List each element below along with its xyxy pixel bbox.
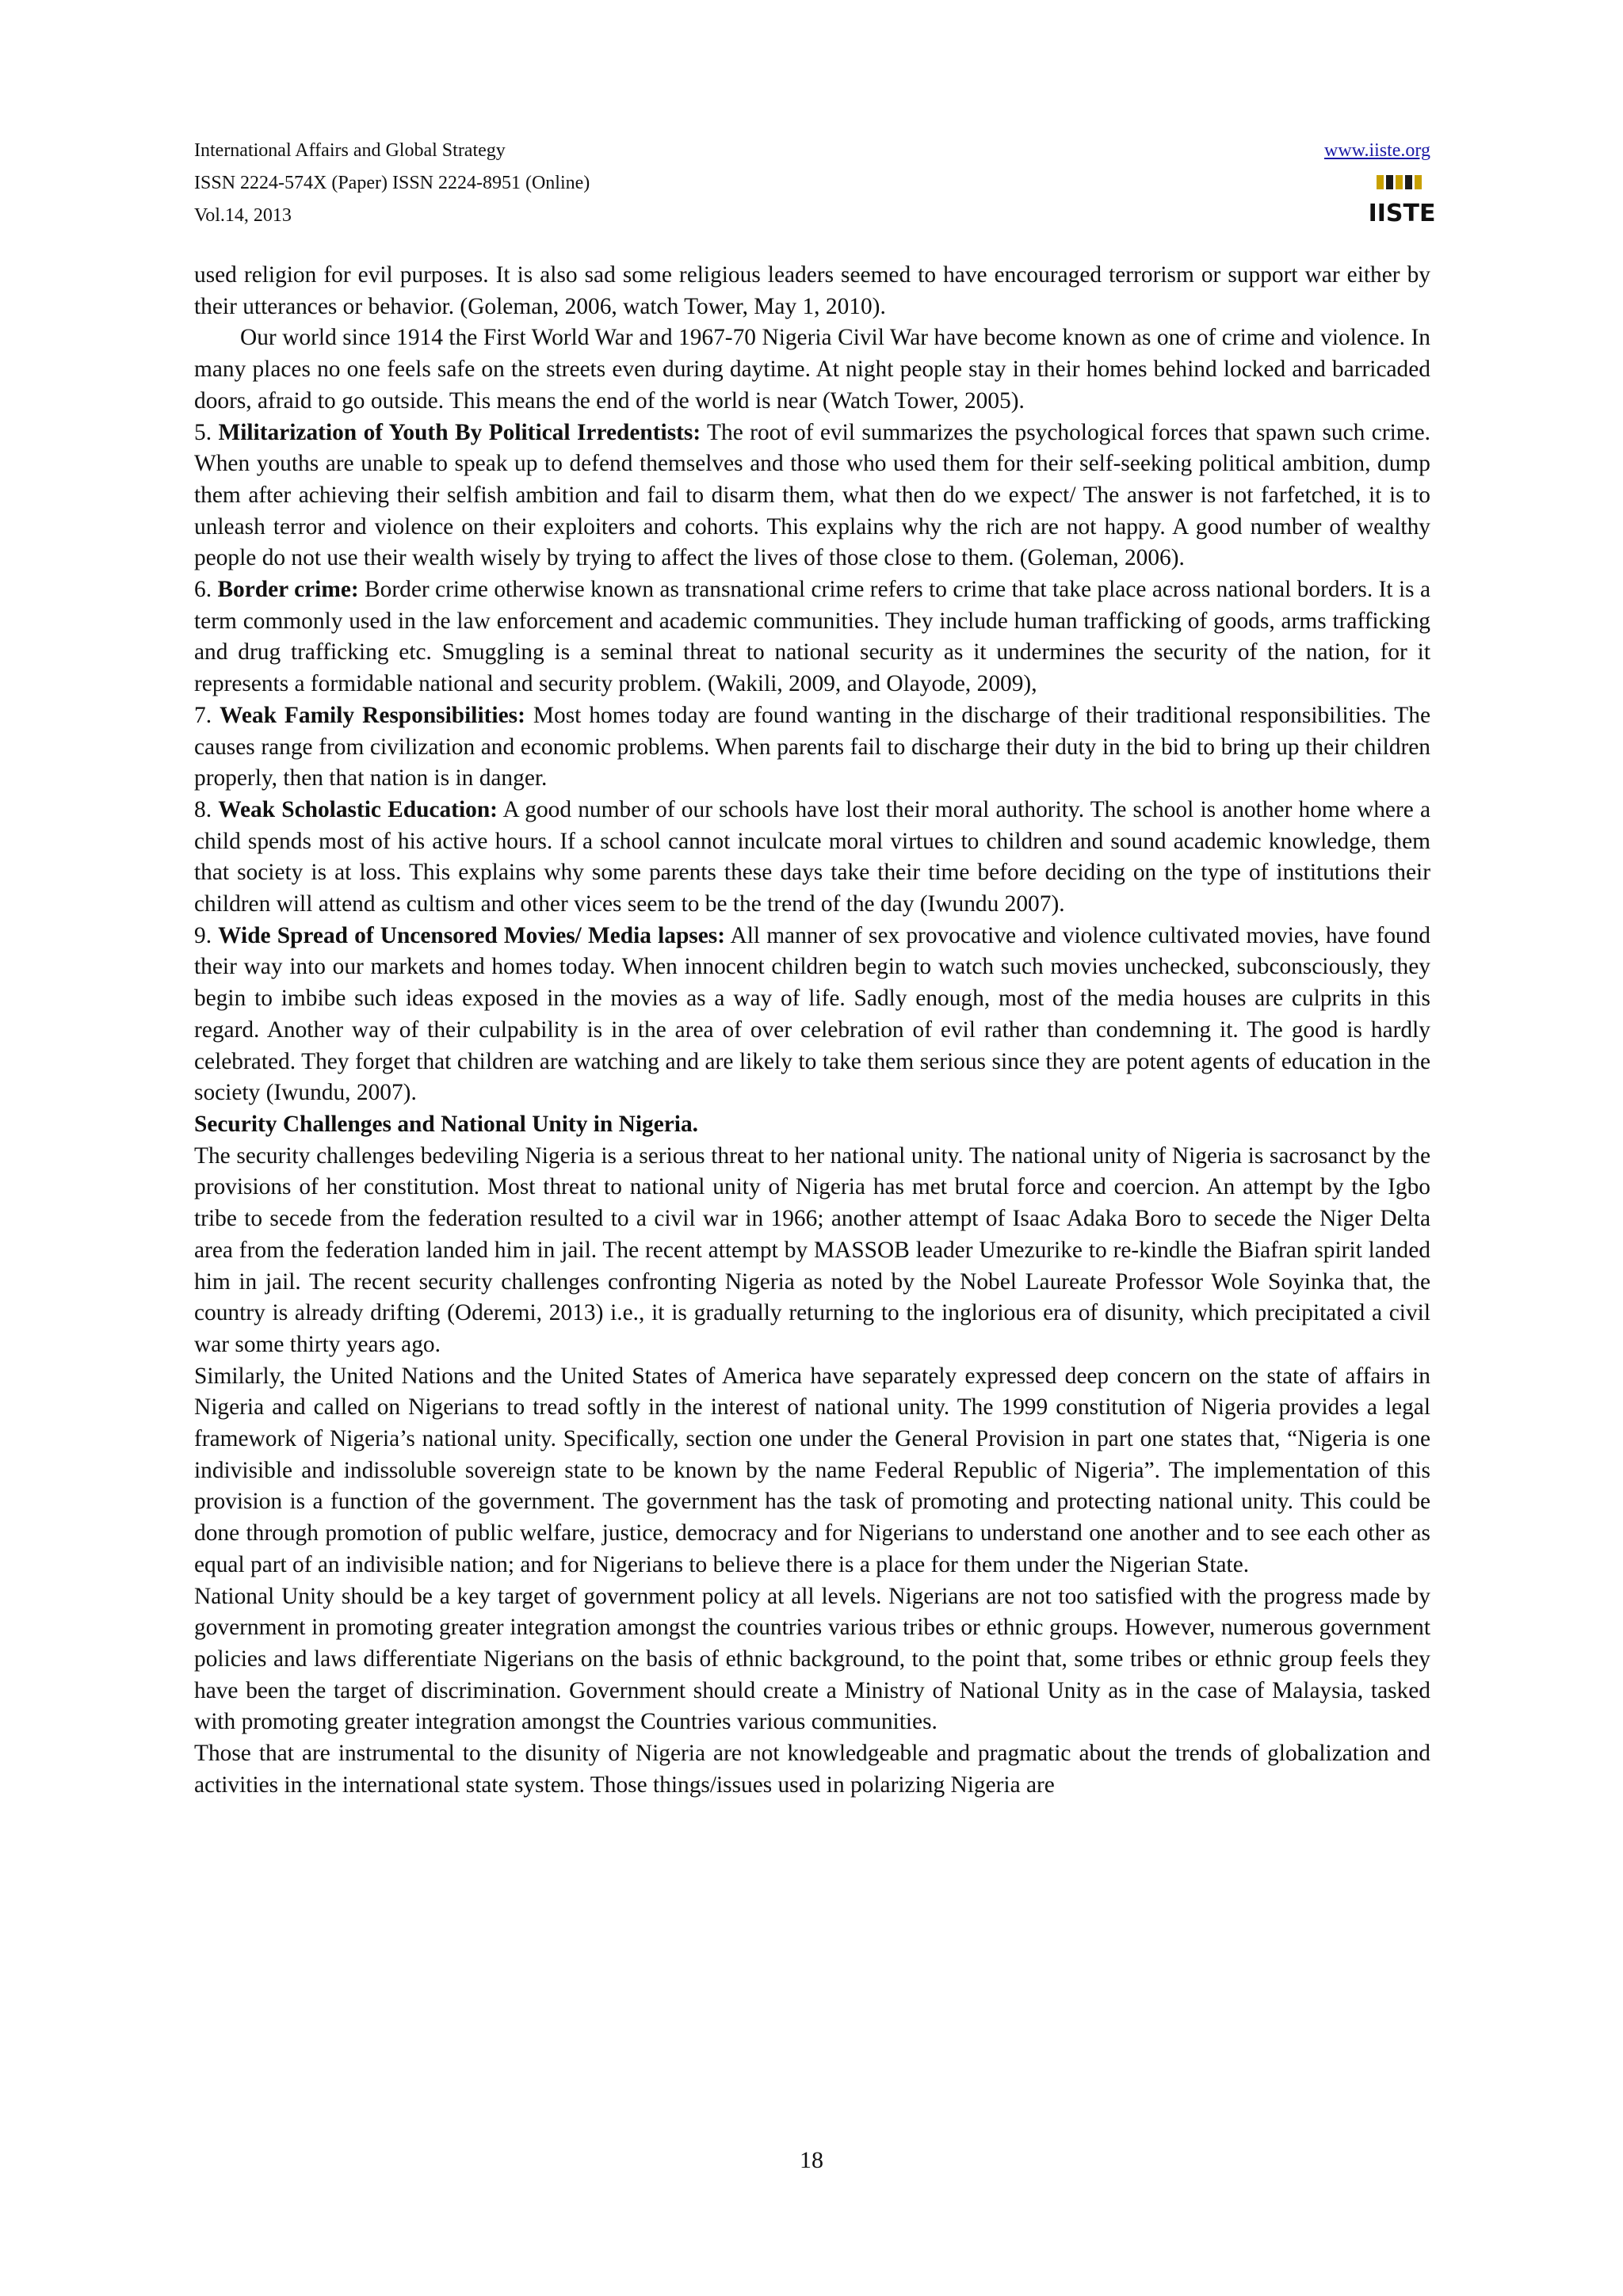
journal-info	[194, 135, 590, 232]
list-item-heading: Weak Scholastic Education:	[218, 796, 498, 822]
section-heading: Security Challenges and National Unity in Nigeria.	[194, 1111, 699, 1137]
page-number: 18	[800, 2147, 823, 2173]
journal-volume: Vol.14, 2013	[194, 205, 292, 226]
list-item-heading: Militarization of Youth By Political Irredentists:	[218, 419, 701, 445]
list-item-text: A good number of our schools have lost their moral authority. The school is another home where a child spends most of his active hours. If a school cannot inculcate moral virtues to children and sound academic knowledge, them that society is at loss. This explains why some parents these days take their time before deciding on the type of institutions their children will attend as cultism and other vices seem to be the trend of the day (Iwundu 2007).	[194, 796, 1430, 917]
list-number: 8.	[194, 796, 219, 822]
list-item-education	[194, 795, 1430, 921]
svg-text:IISTE: IISTE	[1368, 200, 1436, 227]
iiste-logo-icon	[1368, 174, 1436, 231]
journal-url-link[interactable]: www.iiste.org	[1324, 140, 1430, 161]
list-item-text: Border crime otherwise known as transnational crime refers to crime that take place across national borders. It is a term commonly used in the law enforcement and academic communities. They include human trafficking of goods, arms trafficking and drug trafficking etc. Smuggling is a seminal threat to national security as it undermines the security of the nation, for it represents a formidable national and security problem. (Wakili, 2009, and Olayode, 2009),	[194, 577, 1430, 697]
list-item-heading: Weak Family Responsibilities:	[220, 702, 525, 728]
list-item-text: Most homes today are found wanting in the discharge of their traditional responsibilities. The causes range from civilization and economic problems. When parents fail to discharge their duty in the bid to bring up their children properly, then that nation is in danger.	[194, 702, 1431, 791]
paragraph-un-usa: Similarly, the United Nations and the United States of America have separately expressed deep concern on the state of affairs in Nigeria and called on Nigerians to tread softly in the interest of national unity. The 1999 constitution of Nigeria provides a legal framework of Nigeria’s national unity. Specifically, section one under the General Provision in part one states that, “Nigeria is one indivisible and indissoluble sovereign state to be known by the name Federal Republic of Nigeria”. The implementation of this provision is a function of the government. The government has the task of promoting and protecting national unity. This could be done through promotion of public welfare, justice, democracy and for Nigerians to understand one another and to see each other as equal part of an indivisible nation; and for Nigerians to believe there is a place for them under the Nigerian State.	[194, 1363, 1430, 1577]
page-header	[194, 135, 1436, 238]
list-item-media	[194, 921, 1430, 1109]
list-item-text: All manner of sex provocative and violence cultivated movies, have found their way into our markets and homes today. When innocent children begin to watch such movies unchecked, subconsciously, they begin to imbibe such ideas exposed in the movies as a way of life. Sadly enough, most of the media houses are culprits in this regard. Another way of their culpability is in the area of over celebration of evil rather than condemning it. The good is hardly celebrated. They forget that children are watching and are likely to take them serious since they are potent agents of education in the society (Iwundu, 2007).	[194, 922, 1431, 1106]
paragraph-world-violence: Our world since 1914 the First World War and 1967-70 Nigeria Civil War have become known as one of crime and violence. In many places no one feels safe on the streets even during daytime. At night people stay in their homes behind locked and barricaded doors, afraid to go outside. This means the end of the world is near (Watch Tower, 2005).	[194, 325, 1430, 414]
paragraph-security-challenges: The security challenges bedeviling Nigeria is a serious threat to her national unity. The national unity of Nigeria is sacrosanct by the provisions of her constitution. Most threat to national unity of Nigeria has met brutal force and coercion. An attempt by the Igbo tribe to secede from the federation resulted to a civil war in 1966; another attempt of Isaac Adaka Boro to secede the Niger Delta area from the federation landed him in jail. The recent attempt by MASSOB leader Umezurike to re-kindle the Biafran spirit landed him in jail. The recent security challenges confronting Nigeria as noted by the Nobel Laureate Professor Wole Soyinka that, the country is already drifting (Oderemi, 2013) i.e., it is gradually returning to the inglorious era of disunity, which precipitated a civil war some thirty years ago.	[194, 1142, 1430, 1357]
list-number: 5.	[194, 419, 219, 445]
list-item-border-crime	[194, 574, 1430, 700]
journal-issn: ISSN 2224-574X (Paper) ISSN 2224-8951 (Online)	[194, 173, 590, 193]
list-number: 9.	[194, 922, 219, 948]
journal-links	[1324, 135, 1436, 242]
paragraph-national-unity: National Unity should be a key target of government policy at all levels. Nigerians are not too satisfied with the progress made by government in promoting greater integration amongst the countries various tribes or ethnic groups. However, numerous government policies and laws differentiate Nigerians on the basis of ethnic background, to the point that, some tribes or ethnic group feels they have been the target of discrimination. Government should create a Ministry of National Unity as in the case of Malaysia, tasked with promoting greater integration amongst the Countries various communities.	[194, 1583, 1430, 1735]
article-body	[194, 260, 1430, 1801]
list-item-heading: Border crime:	[217, 577, 359, 603]
list-number: 7.	[194, 702, 220, 728]
list-item-militarization	[194, 418, 1430, 575]
list-item-text: The root of evil summarizes the psychological forces that spawn such crime. When youths are unable to speak up to defend themselves and those who used them for their self-seeking political ambition, dump them after achieving their selfish ambition and fail to disarm them, what then do we expect/ The answer is not farfetched, it is to unleash terror and violence on their exploiters and cohorts. This explains why the rich are not happy. A good number of wealthy people do not use their wealth wisely by trying to affect the lives of those close to them. (Goleman, 2006).	[194, 419, 1430, 571]
list-number: 6.	[194, 577, 218, 603]
paragraph-disunity: Those that are instrumental to the disunity of Nigeria are not knowledgeable and pragmatic about the trends of globalization and activities in the international state system. Those things/issues used in polarizing Nigeria are	[194, 1741, 1430, 1798]
list-item-heading: Wide Spread of Uncensored Movies/ Media lapses:	[218, 922, 726, 948]
journal-title: International Affairs and Global Strategy	[194, 140, 506, 161]
list-item-family	[194, 700, 1430, 795]
paragraph-religion: used religion for evil purposes. It is also sad some religious leaders seemed to have encouraged terrorism or support war either by their utterances or behavior. (Goleman, 2006, watch Tower, May 1, 2010).	[194, 262, 1430, 319]
